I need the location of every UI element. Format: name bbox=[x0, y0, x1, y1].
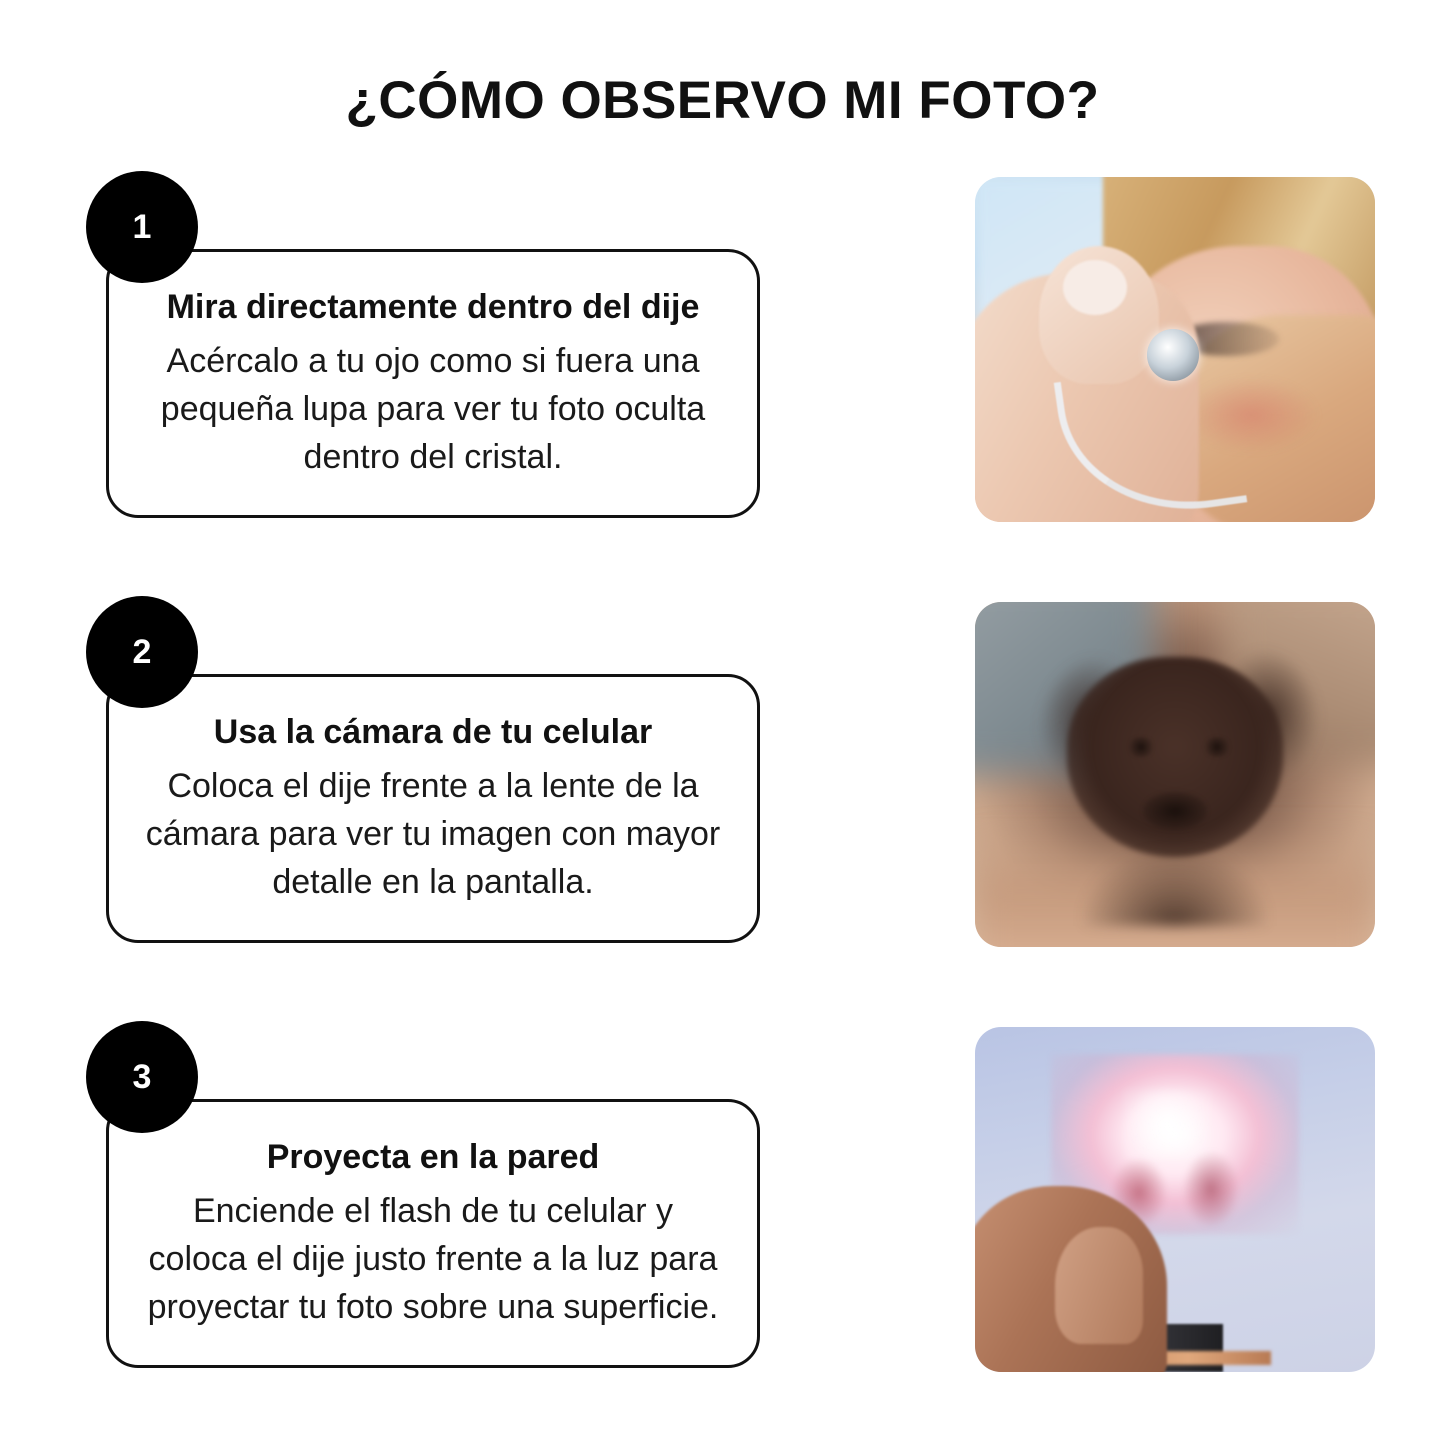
step-image-column bbox=[975, 1021, 1375, 1372]
step-image-lens bbox=[975, 602, 1375, 947]
photo-dog-eye-right bbox=[1203, 737, 1231, 758]
step-image-column bbox=[975, 596, 1375, 947]
steps-list bbox=[70, 171, 1375, 1372]
step-card bbox=[106, 1099, 760, 1368]
step-body: Coloca el dije frente a la lente de la cámara para ver tu imagen con mayor detalle en la pantalla. bbox=[145, 766, 721, 902]
step-text-column bbox=[70, 171, 770, 518]
step-row bbox=[70, 171, 1375, 522]
step-heading: Mira directamente dentro del dije bbox=[166, 288, 700, 326]
photo-dog-eye-left bbox=[1127, 737, 1155, 758]
step-heading: Usa la cámara de tu celular bbox=[213, 713, 653, 751]
step-body: Enciende el flash de tu celular y coloca el dije justo frente a la luz para proyectar tu foto sobre una superficie. bbox=[147, 1191, 719, 1327]
step-number-badge: 2 bbox=[86, 596, 198, 708]
step-body: Acércalo a tu ojo como si fuera una pequeña lupa para ver tu foto oculta dentro del cristal. bbox=[160, 341, 706, 477]
step-card bbox=[106, 249, 760, 518]
step-row bbox=[70, 596, 1375, 947]
photo-dog-chest bbox=[1083, 850, 1267, 926]
step-row bbox=[70, 1021, 1375, 1372]
step-image-eye bbox=[975, 177, 1375, 522]
step-number-badge: 3 bbox=[86, 1021, 198, 1133]
step-text-column bbox=[70, 1021, 770, 1368]
step-image-column bbox=[975, 171, 1375, 522]
page-title: ¿CÓMO OBSERVO MI FOTO? bbox=[345, 71, 1100, 130]
photo-fingernail bbox=[1063, 260, 1127, 315]
photo-flash-core bbox=[1123, 1089, 1211, 1158]
step-text-column bbox=[70, 596, 770, 943]
photo-dog-snout bbox=[1143, 792, 1207, 830]
photo-projected-figure-right bbox=[1183, 1151, 1239, 1227]
photo-pendant bbox=[1147, 329, 1199, 381]
step-image-projection bbox=[975, 1027, 1375, 1372]
step-number-badge: 1 bbox=[86, 171, 198, 283]
step-card bbox=[106, 674, 760, 943]
step-heading: Proyecta en la pared bbox=[266, 1138, 600, 1176]
photo-thumb bbox=[1055, 1227, 1143, 1344]
